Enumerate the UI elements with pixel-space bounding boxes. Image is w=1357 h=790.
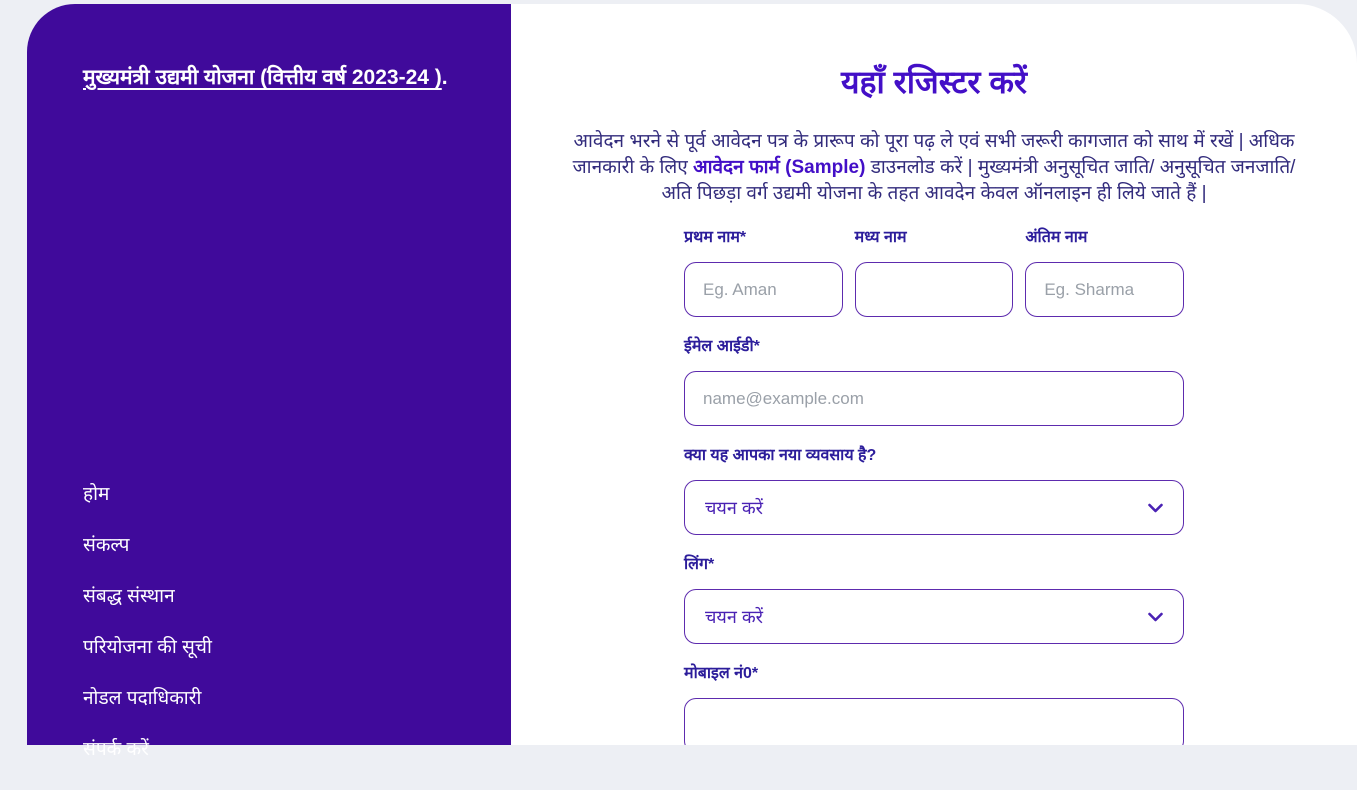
sidebar-item-nodal-officer[interactable]: नोडल पदाधिकारी (83, 688, 202, 709)
sidebar-item-affiliated-institutions[interactable]: संबद्ध संस्थान (83, 586, 175, 607)
middle-name-input[interactable] (855, 262, 1014, 317)
sidebar-item-sankalp[interactable]: संकल्प (83, 535, 130, 556)
first-name-input[interactable] (684, 262, 843, 317)
email-input[interactable] (684, 371, 1184, 426)
middle-name-group (855, 229, 1014, 317)
last-name-input[interactable] (1025, 262, 1184, 317)
intro-part1: आवेदन भरने से पूर्व आवेदन पत्र के प्रारूप को पूरा पढ़ ले एवं सभी जरूरी कागजात को साथ में रखें | अधिक जानकारी के लिए (572, 131, 1295, 178)
email-label: ईमेल आईडी* (684, 338, 760, 355)
scheme-title-link[interactable]: मुख्यमंत्री उद्यमी योजना (वित्तीय वर्ष 2023-24 ) (83, 66, 442, 89)
mobile-group (684, 665, 1184, 745)
scheme-title-suffix: . (441, 66, 448, 89)
last-name-label: अंतिम नाम (1025, 229, 1088, 246)
sidebar (27, 4, 511, 760)
new-business-selected-value: चयन करें (705, 497, 764, 518)
sidebar-item-contact[interactable]: संपर्क करें (83, 739, 149, 760)
mobile-input[interactable] (684, 698, 1184, 745)
email-group (684, 338, 1184, 426)
first-name-group (684, 229, 843, 317)
last-name-group (1025, 229, 1184, 317)
sidebar-menu (83, 484, 481, 790)
sidebar-item-project-list[interactable]: परियोजना की सूची (83, 637, 212, 658)
sidebar-item-home[interactable]: होम (83, 484, 110, 505)
new-business-select[interactable] (684, 480, 1184, 535)
registration-form (684, 229, 1184, 745)
page-title: यहाँ रजिस्टर करें (840, 64, 1028, 100)
sidebar-title-wrap (27, 4, 511, 93)
gender-select[interactable] (684, 589, 1184, 644)
chevron-down-icon (1148, 612, 1163, 622)
intro-part2: डाउनलोड करें | मुख्यमंत्री अनुसूचित जाति/ अनुसूचित जनजाति/अति पिछड़ा वर्ग उद्यमी योजना के तहत आवदेन केवल ऑनलाइन ही लिये जाते हैं | (661, 157, 1296, 204)
intro-text (569, 129, 1299, 207)
new-business-label: क्या यह आपका नया व्यवसाय है? (684, 447, 877, 464)
first-name-label: प्रथम नाम* (684, 229, 747, 246)
register-panel (511, 4, 1357, 745)
chevron-down-icon (1148, 503, 1163, 513)
name-fields-row (684, 229, 1184, 317)
gender-group (684, 556, 1184, 644)
gender-label: लिंग* (684, 556, 715, 573)
new-business-group (684, 447, 1184, 535)
middle-name-label: मध्य नाम (854, 229, 907, 246)
gender-selected-value: चयन करें (705, 606, 764, 627)
sample-form-link[interactable]: आवेदन फार्म (Sample) (693, 157, 866, 178)
mobile-label: मोबाइल नं0* (684, 665, 759, 682)
